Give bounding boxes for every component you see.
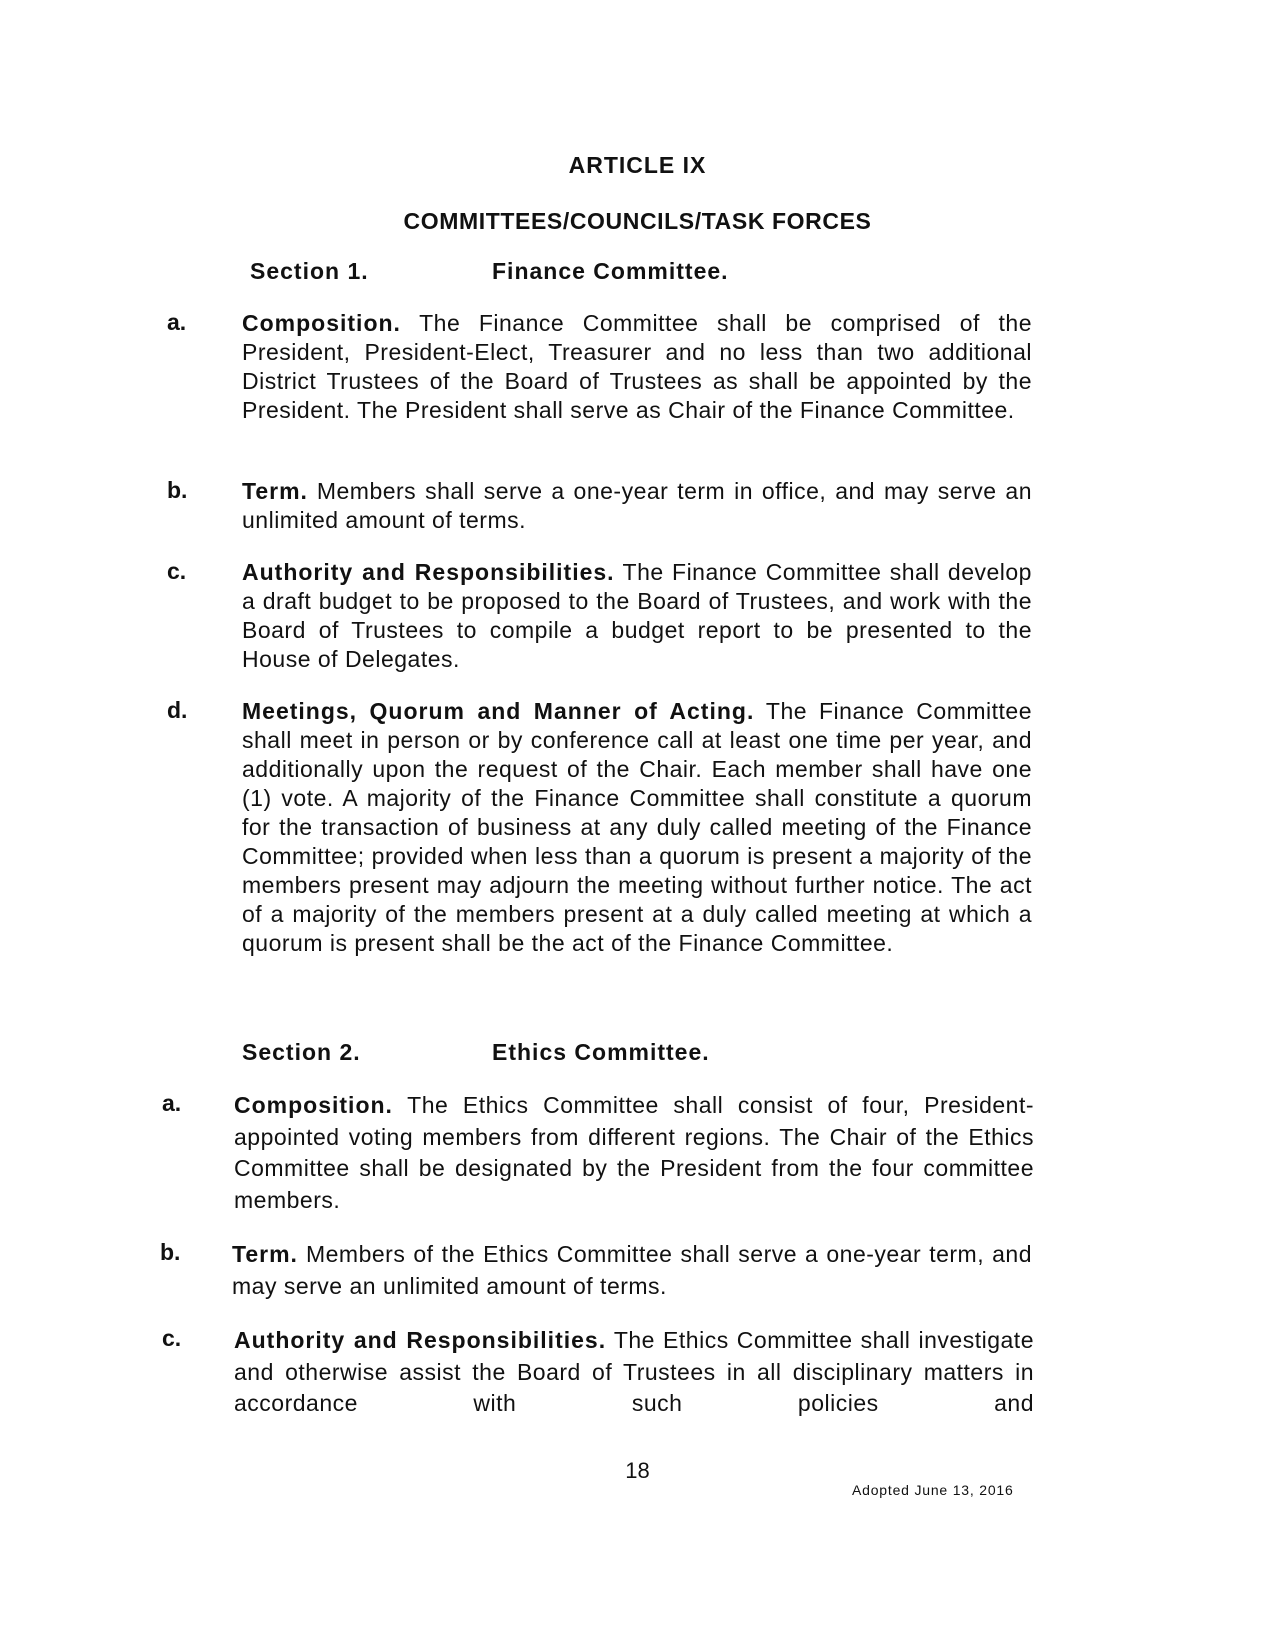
item-text: Members shall serve a one-year term in office, and may serve an unlimited amount of terms. <box>242 478 1032 533</box>
item-body <box>242 477 1032 535</box>
item-heading: Meetings, Quorum and Manner of Acting. <box>242 698 755 724</box>
article-subtitle: COMMITTEES/COUNCILS/TASK FORCES <box>403 208 872 234</box>
adopted-date: Adopted June 13, 2016 <box>852 1482 1014 1498</box>
item-body <box>242 558 1032 674</box>
item-text: The Ethics Committee shall consist of four, President-appointed voting members from different regions. The Chair of the Ethics Committee shall be designated by the President from the four committee members. <box>234 1092 1034 1213</box>
item-body <box>242 309 1032 425</box>
section-2-title: Ethics Committee. <box>492 1039 710 1065</box>
item-heading: Authority and Responsibilities. <box>242 559 615 585</box>
section-1-title: Finance Committee. <box>492 258 729 284</box>
item-marker: b. <box>167 477 188 503</box>
item-heading: Authority and Responsibilities. <box>234 1327 607 1353</box>
article-title: ARTICLE IX <box>568 152 707 178</box>
item-body <box>234 1325 1034 1420</box>
item-heading: Term. <box>232 1241 298 1267</box>
section-2-number: Section 2. <box>242 1039 361 1065</box>
section-1-number: Section 1. <box>250 258 369 284</box>
item-body <box>242 697 1032 958</box>
page-number: 18 <box>625 1458 650 1483</box>
item-marker: d. <box>167 697 188 723</box>
item-heading: Composition. <box>242 310 401 336</box>
item-text: The Finance Committee shall be comprised of the President, President-Elect, Treasurer and no less than two additional District Trustees of the Board of Trustees as shall be appointed by the President. The President shall serve as Chair of the Finance Committee. <box>242 310 1032 423</box>
item-body <box>232 1239 1032 1302</box>
item-text: The Ethics Committee shall investigate and otherwise assist the Board of Trustees in all disciplinary matters in accordance with such policies and <box>234 1327 1034 1416</box>
item-marker: c. <box>167 558 187 584</box>
item-text: Members of the Ethics Committee shall serve a one-year term, and may serve an unlimited amount of terms. <box>232 1241 1032 1299</box>
item-text: The Finance Committee shall meet in person or by conference call at least one time per year, and additionally upon the request of the Chair. Each member shall have one (1) vote. A majority of the Finance Committee shall constitute a quorum for the transaction of business at any duly called meeting of the Finance Committee; provided when less than a quorum is present a majority of the members present may adjourn the meeting without further notice. The act of a majority of the members present at a duly called meeting at which a quorum is present shall be the act of the Finance Committee. <box>242 698 1032 956</box>
item-heading: Composition. <box>234 1092 393 1118</box>
item-body <box>234 1090 1034 1216</box>
item-marker: a. <box>162 1090 182 1116</box>
item-heading: Term. <box>242 478 308 504</box>
item-marker: b. <box>160 1239 181 1265</box>
item-marker: a. <box>167 309 187 335</box>
item-text: The Finance Committee shall develop a draft budget to be proposed to the Board of Trustees, and work with the Board of Trustees to compile a budget report to be presented to the House of Delegates. <box>242 559 1032 672</box>
item-marker: c. <box>162 1325 182 1351</box>
